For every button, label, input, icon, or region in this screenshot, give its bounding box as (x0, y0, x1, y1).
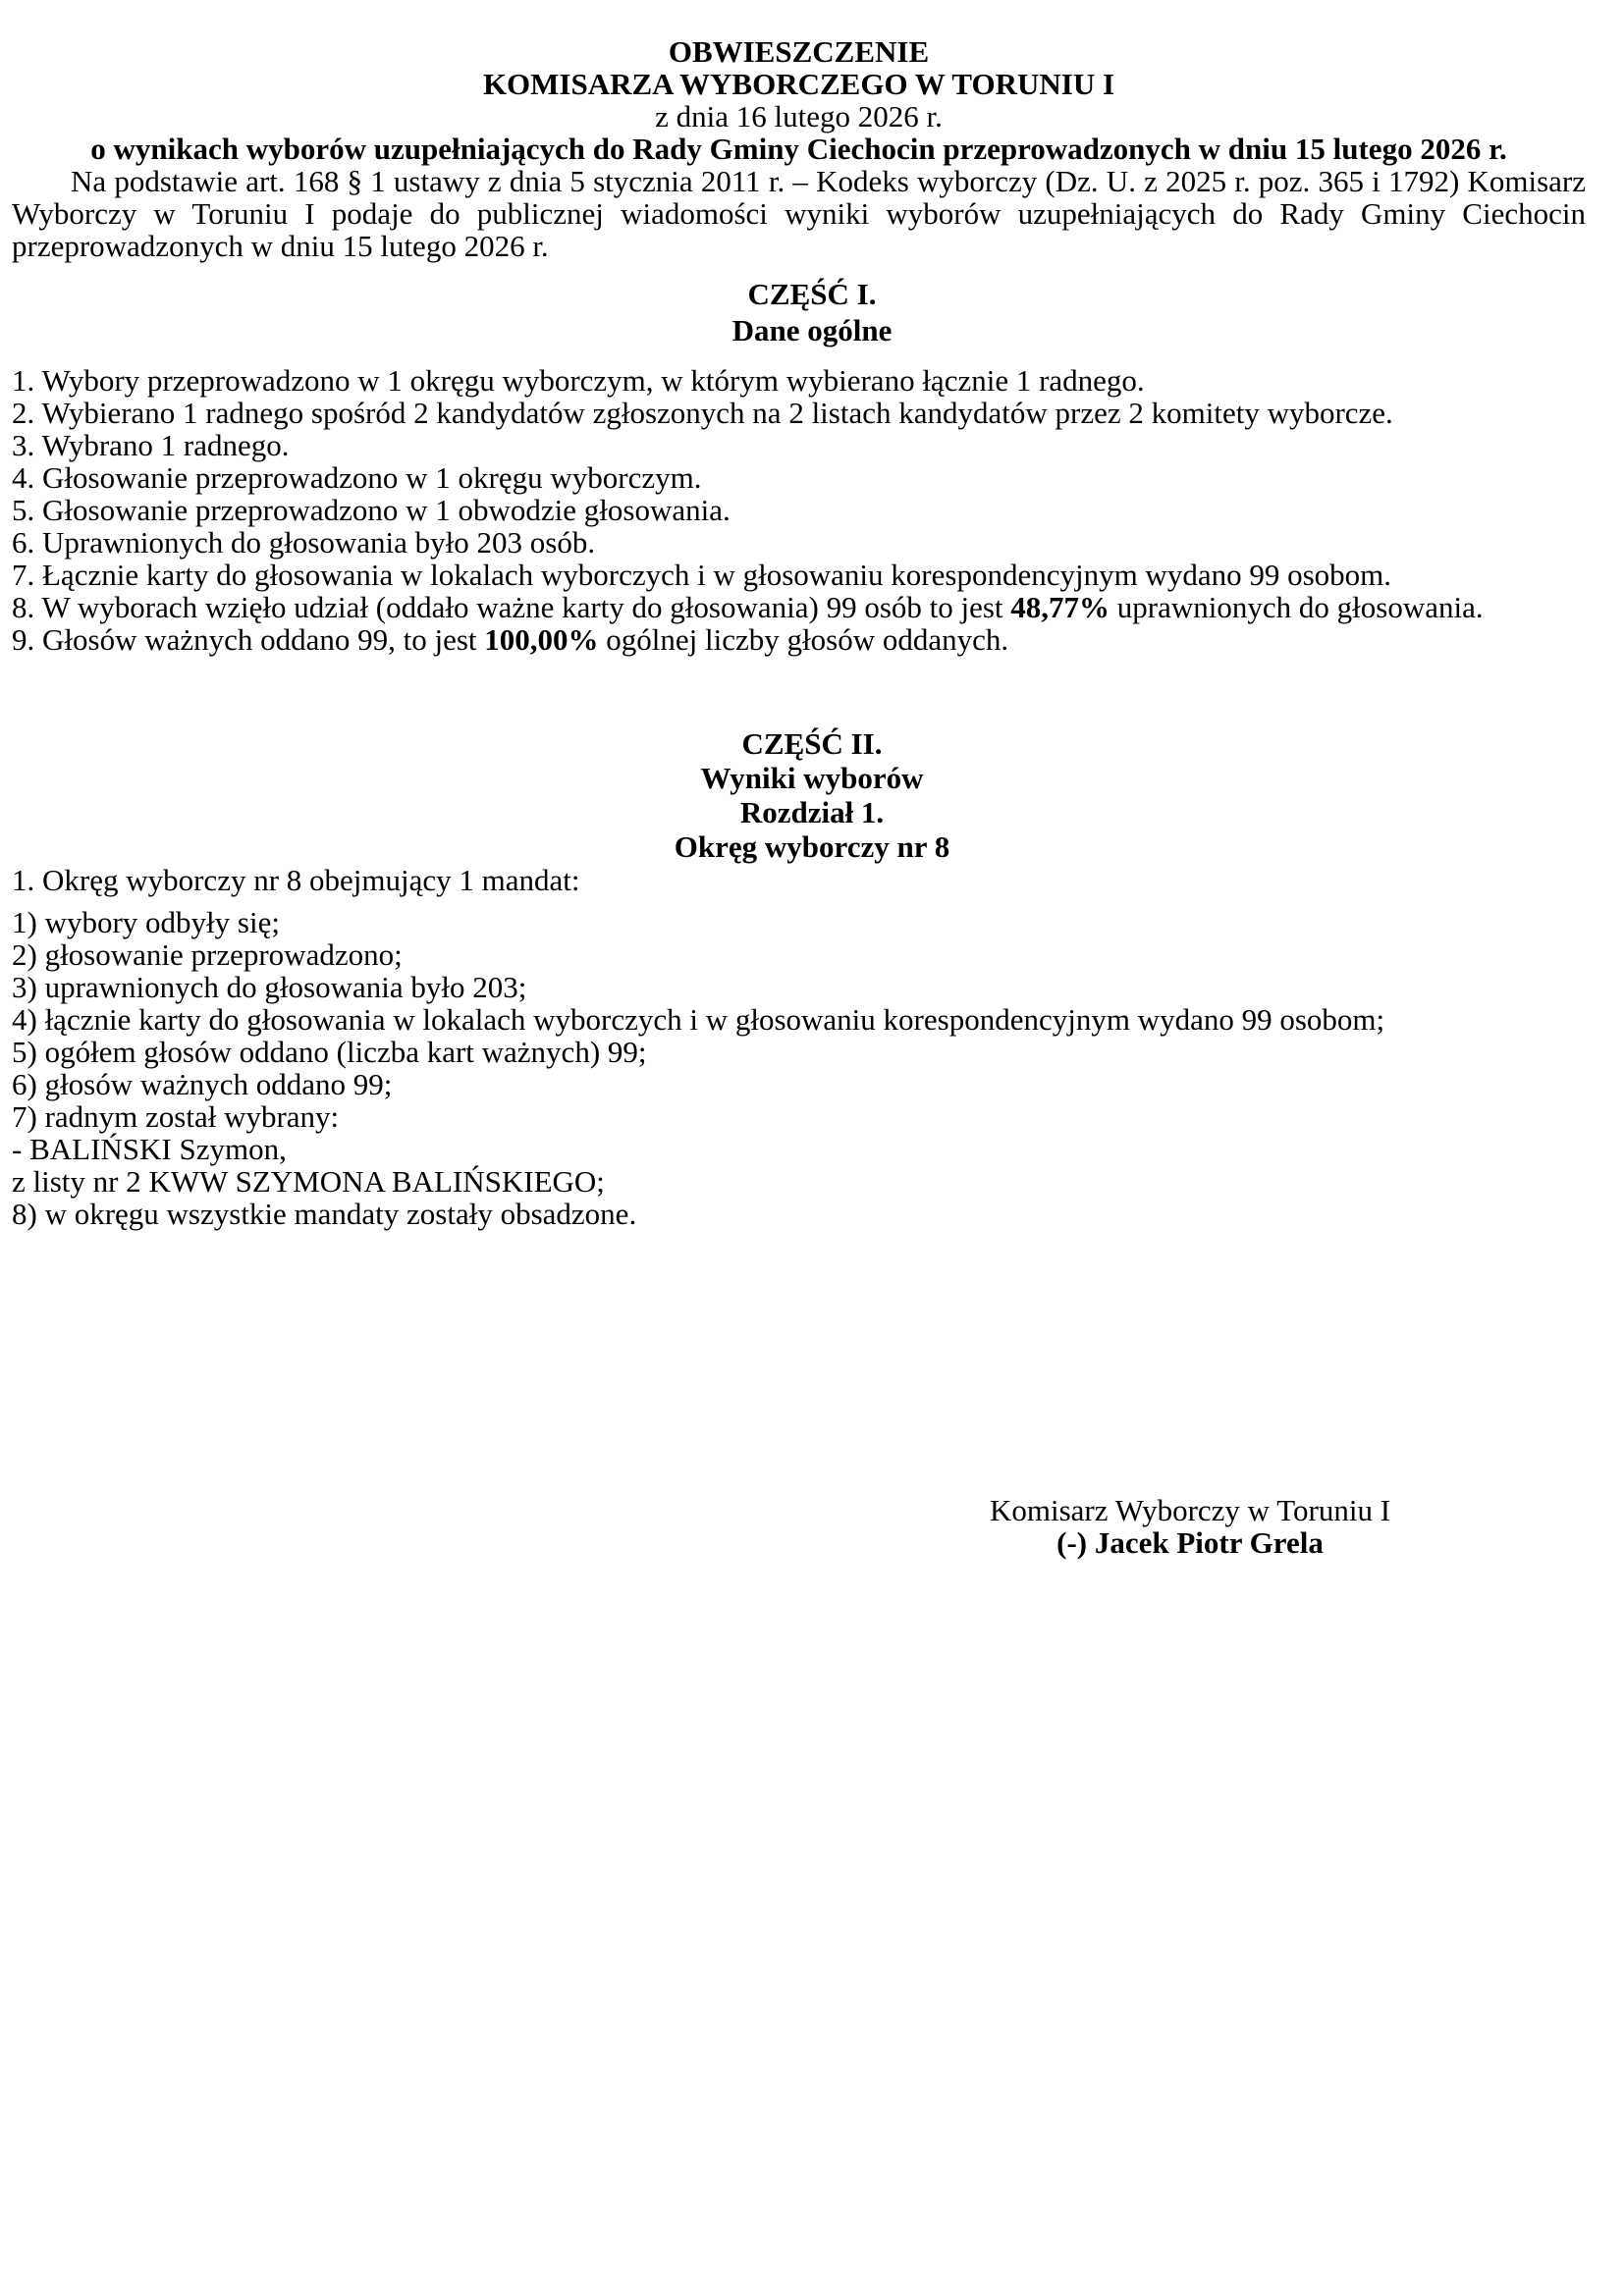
part1-item-9 (12, 623, 1586, 656)
part2-heading: CZĘŚĆ II. (741, 726, 883, 761)
document-date: z dnia 16 lutego 2026 r. (655, 99, 943, 133)
part2-point-8: 8) w okręgu wszystkie mandaty zostały obsadzone. (12, 1197, 637, 1231)
part1-item-8 (12, 591, 1586, 623)
part1-item-8-percentage: 48,77% (1010, 590, 1110, 624)
part1-item-7: 7. Łącznie karty do głosowania w lokalach wyborczych i w głosowaniu korespondencyjnym wydano 99 osobom. (12, 558, 1392, 592)
part2-heading-block (0, 726, 1624, 864)
part2-point-6: 6) głosów ważnych oddano 99; (12, 1067, 393, 1101)
document-subject: o wynikach wyborów uzupełniających do Rady Gminy Ciechocin przeprowadzonych w dniu 15 lutego 2026 r. (90, 132, 1507, 166)
signature-name: (-) Jacek Piotr Grela (1056, 1525, 1324, 1560)
part1-item-2: 2. Wybierano 1 radnego spośród 2 kandydatów zgłoszonych na 2 listach kandydatów przez 2 komitety wyborcze. (12, 396, 1393, 430)
part1-item-3: 3. Wybrano 1 radnego. (12, 428, 290, 462)
elected-candidate-name: - BALIŃSKI Szymon, (12, 1132, 287, 1166)
part1-subheading: Dane ogólne (731, 313, 893, 347)
part1-heading: CZĘŚĆ I. (747, 277, 877, 311)
signature-block (871, 1494, 1509, 1559)
part1-item-9-percentage: 100,00% (484, 622, 599, 657)
part1-item-8-text: 8. W wyborach wzięło udział (oddało ważne karty do głosowania) 99 osób to jest (12, 590, 1011, 624)
part1-item-4: 4. Głosowanie przeprowadzono w 1 okręgu wyborczym. (12, 460, 702, 495)
part2-district-heading: Okręg wyborczy nr 8 (674, 829, 950, 864)
part1-item-5: 5. Głosowanie przeprowadzono w 1 obwodzie głosowania. (12, 493, 731, 527)
part1-item-9-text: 9. Głosów ważnych oddano 99, to jest (12, 622, 485, 657)
part1-heading-block (0, 276, 1624, 348)
part2-point-3: 3) uprawnionych do głosowania było 203; (12, 970, 527, 1004)
part2-point-7: 7) radnym został wybrany: (12, 1099, 340, 1134)
part2-point-5: 5) ogółem głosów oddano (liczba kart ważnych) 99; (12, 1035, 647, 1069)
document-issuer: KOMISARZA WYBORCZEGO W TORUNIU I (482, 67, 1115, 101)
part1-item-9-text-after: ogólnej liczby głosów oddanych. (598, 622, 1009, 657)
part2-point-1: 1) wybory odbyły się; (12, 905, 280, 939)
part1-item-6: 6. Uprawnionych do głosowania było 203 osób. (12, 525, 596, 560)
legal-basis-paragraph: Na podstawie art. 168 § 1 ustawy z dnia 5 stycznia 2011 r. – Kodeks wyborczy (Dz. U. z 2025 r. poz. 365 i 1792) Komisarz Wyborczy w Toruniu I podaje do publicznej wiadomości wyniki wyborów uzupełniających do Rady Gminy Ciechocin przeprowadzonych w dniu 15 lutego 2026 r. (12, 164, 1586, 263)
part1-item-8-text-after: uprawnionych do głosowania. (1110, 590, 1484, 624)
part2-point-4: 4) łącznie karty do głosowania w lokalach wyborczych i w głosowaniu korespondencyjnym wydano 99 osobom; (12, 1002, 1385, 1037)
part2-chapter: Rozdział 1. (739, 795, 885, 829)
elected-candidate-list: z listy nr 2 KWW SZYMONA BALIŃSKIEGO; (12, 1164, 605, 1199)
part2-subheading: Wyniki wyborów (700, 761, 924, 795)
part2-point-2: 2) głosowanie przeprowadzono; (12, 937, 403, 972)
signature-role: Komisarz Wyborczy w Toruniu I (989, 1493, 1391, 1527)
document-title: OBWIESZCZENIE (668, 34, 930, 69)
part1-item-1: 1. Wybory przeprowadzono w 1 okręgu wyborczym, w którym wybierano łącznie 1 radnego. (12, 363, 1145, 398)
part2-district-intro: 1. Okręg wyborczy nr 8 obejmujący 1 mandat: (12, 863, 580, 897)
